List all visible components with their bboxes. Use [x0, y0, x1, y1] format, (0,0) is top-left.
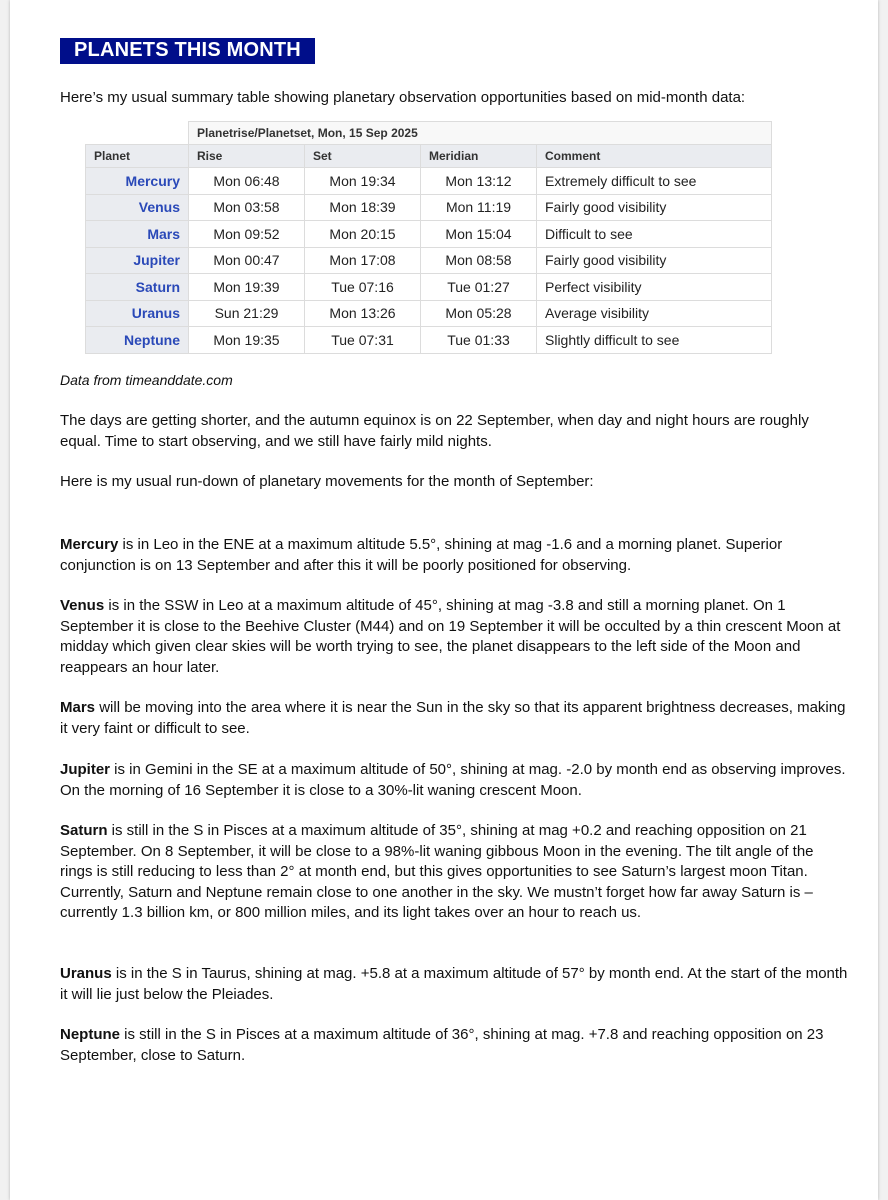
intro-text: Here’s my usual summary table showing planetary observation opportunities based on mid-month data: [60, 89, 746, 106]
mars-name: Mars [60, 699, 96, 716]
comment-cell: Fairly good visibility [537, 194, 772, 221]
table-row [86, 194, 772, 221]
venus-text: is in the SSW in Leo at a maximum altitude of 45°, shining at mag -3.8 and still a morning planet. On 1 September it is close to the Beehive Cluster (M44) and on 19 September it will be occulted by a thin crescent Moon at midday which given clear skies will be worth trying to see, the planet disappears to the left side of the Moon and reappears an hour later. [60, 597, 841, 676]
saturn-text: is still in the S in Pisces at a maximum altitude of 35°, shining at mag +0.2 and reaching opposition on 21 September. On 8 September, it will be close to a 98%-lit waning gibbous Moon in the evening. The tilt angle of the rings is still reducing to less than 2° at month end, but this gives opportunities to see Saturn’s largest moon Titan. Currently, Saturn and Neptune remain close to one another in the sky. We mustn’t forget how far away Saturn is – currently 1.3 billion km, or 800 million miles, and its light takes over an hour to reach us. [60, 822, 814, 922]
neptune-name: Neptune [60, 1026, 120, 1043]
set-cell: Mon 13:26 [305, 300, 421, 327]
planet-link[interactable]: Uranus [86, 300, 189, 327]
header-comment: Comment [537, 145, 772, 168]
planet-link[interactable]: Venus [86, 194, 189, 221]
equinox-paragraph: The days are getting shorter, and the autumn equinox is on 22 September, when day and night hours are roughly equal. Time to start observing, and we still have fairly mild nights. [60, 412, 809, 450]
comment-cell: Fairly good visibility [537, 247, 772, 274]
comment-cell: Slightly difficult to see [537, 327, 772, 354]
table-row [86, 327, 772, 354]
planet-link[interactable]: Jupiter [86, 247, 189, 274]
table-row [86, 221, 772, 248]
comment-cell: Extremely difficult to see [537, 168, 772, 195]
comment-cell: Difficult to see [537, 221, 772, 248]
table-row [86, 168, 772, 195]
set-cell: Mon 19:34 [305, 168, 421, 195]
rise-cell: Sun 21:29 [189, 300, 305, 327]
planet-link[interactable]: Saturn [86, 274, 189, 301]
mercury-text: is in Leo in the ENE at a maximum altitude 5.5°, shining at mag -1.6 and a morning planet. Superior conjunction is on 13 September and after this it will be poorly positioned for observing. [60, 536, 783, 574]
header-set: Set [305, 145, 421, 168]
mercury-paragraph [60, 535, 850, 576]
mars-text: will be moving into the area where it is near the Sun in the sky so that its apparent brightness decreases, making it very faint or difficult to see. [60, 699, 846, 737]
header-meridian: Meridian [421, 145, 537, 168]
set-cell: Mon 20:15 [305, 221, 421, 248]
comment-cell: Perfect visibility [537, 274, 772, 301]
rise-cell: Mon 19:35 [189, 327, 305, 354]
header-planet: Planet [86, 145, 189, 168]
saturn-name: Saturn [60, 822, 108, 839]
jupiter-paragraph [60, 760, 850, 801]
planet-link[interactable]: Neptune [86, 327, 189, 354]
rise-cell: Mon 06:48 [189, 168, 305, 195]
planet-table [85, 121, 772, 354]
rise-cell: Mon 03:58 [189, 194, 305, 221]
table-row [86, 300, 772, 327]
rundown-intro: Here is my usual run-down of planetary movements for the month of September: [60, 473, 594, 490]
mercury-name: Mercury [60, 536, 119, 553]
meridian-cell: Mon 15:04 [421, 221, 537, 248]
venus-name: Venus [60, 597, 105, 614]
rise-cell: Mon 00:47 [189, 247, 305, 274]
meridian-cell: Tue 01:27 [421, 274, 537, 301]
table-header-row [86, 145, 772, 168]
table-caption: Planetrise/Planetset, Mon, 15 Sep 2025 [189, 122, 772, 145]
planet-link[interactable]: Mars [86, 221, 189, 248]
neptune-paragraph [60, 1025, 850, 1066]
jupiter-text: is in Gemini in the SE at a maximum altitude of 50°, shining at mag. -2.0 by month end as observing improves. On the morning of 16 September it is close to a 30%-lit waning crescent Moon. [60, 761, 846, 799]
saturn-paragraph [60, 821, 850, 924]
uranus-paragraph [60, 964, 850, 1005]
data-source-note: Data from timeanddate.com [60, 372, 233, 388]
table-row [86, 274, 772, 301]
set-cell: Tue 07:31 [305, 327, 421, 354]
table-row [86, 247, 772, 274]
document-page [10, 0, 878, 1200]
uranus-text: is in the S in Taurus, shining at mag. +5.8 at a maximum altitude of 57° by month end. At the start of the month it will lie just below the Pleiades. [60, 965, 848, 1003]
comment-cell: Average visibility [537, 300, 772, 327]
set-cell: Tue 07:16 [305, 274, 421, 301]
meridian-cell: Mon 05:28 [421, 300, 537, 327]
meridian-cell: Mon 08:58 [421, 247, 537, 274]
rise-cell: Mon 19:39 [189, 274, 305, 301]
page-title: PLANETS THIS MONTH [60, 38, 315, 64]
meridian-cell: Tue 01:33 [421, 327, 537, 354]
neptune-text: is still in the S in Pisces at a maximum altitude of 36°, shining at mag. +7.8 and reaching opposition on 23 September, close to Saturn. [60, 1026, 824, 1064]
meridian-cell: Mon 11:19 [421, 194, 537, 221]
planet-link[interactable]: Mercury [86, 168, 189, 195]
jupiter-name: Jupiter [60, 761, 111, 778]
uranus-name: Uranus [60, 965, 112, 982]
venus-paragraph [60, 596, 850, 678]
rise-cell: Mon 09:52 [189, 221, 305, 248]
set-cell: Mon 17:08 [305, 247, 421, 274]
mars-paragraph [60, 698, 850, 739]
set-cell: Mon 18:39 [305, 194, 421, 221]
table-caption-row [86, 122, 772, 145]
meridian-cell: Mon 13:12 [421, 168, 537, 195]
header-rise: Rise [189, 145, 305, 168]
